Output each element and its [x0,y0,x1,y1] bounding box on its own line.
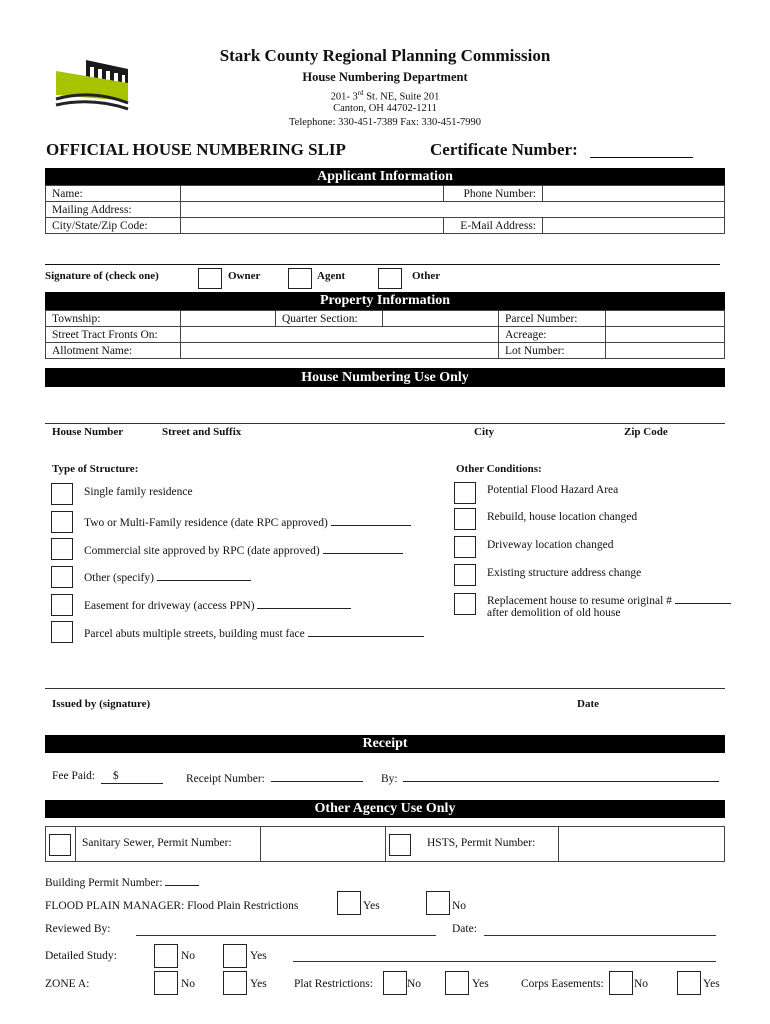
address-line-2: Canton, OH 44702-1211 [333,103,437,114]
col-house-number: House Number [52,426,124,438]
owner-checkbox[interactable] [198,268,222,289]
name-label: Name: [46,186,181,202]
corps-yes-label: Yes [703,978,720,990]
acreage-field[interactable] [606,327,725,343]
lot-field[interactable] [606,343,725,359]
phone-label: Phone Number: [444,186,543,202]
building-permit-line[interactable] [165,875,199,886]
corps-yes-checkbox[interactable] [677,971,701,995]
township-field[interactable] [181,311,276,327]
property-table [45,310,725,359]
phone-field[interactable] [543,186,725,202]
reviewed-date-line[interactable] [484,935,716,936]
col-street: Street and Suffix [162,426,242,438]
mailing-field[interactable] [181,202,725,218]
flood-plain-label: FLOOD PLAIN MANAGER: Flood Plain Restrictions [45,900,299,912]
applicant-table [45,185,725,234]
structure-easement: Easement for driveway (access PPN) [84,598,351,613]
agent-checkbox[interactable] [288,268,312,289]
allotment-field[interactable] [181,343,499,359]
agency-heading: Other Agency Use Only [45,800,725,818]
plat-yes-checkbox[interactable] [445,971,469,995]
signature-line[interactable] [45,264,720,265]
receipt-number: Receipt Number: [186,771,363,786]
easement-ppn-line[interactable] [257,598,351,609]
flood-no-label: No [452,900,467,912]
dept-title: House Numbering Department [302,70,468,84]
plat-no-label: No [407,978,422,990]
structure-checkbox-easement[interactable] [51,594,73,616]
slip-title: OFFICIAL HOUSE NUMBERING SLIP [46,140,346,159]
issued-date-label: Date [577,698,599,710]
receipt-by-line[interactable] [403,771,719,782]
study-yes-checkbox[interactable] [223,944,247,968]
condition-flood: Potential Flood Hazard Area [487,484,619,496]
zone-yes-checkbox[interactable] [223,971,247,995]
sewer-label: Sanitary Sewer, Permit Number: [82,837,232,849]
receipt-heading: Receipt [45,735,725,753]
abuts-face-line[interactable] [308,626,424,637]
condition-existing: Existing structure address change [487,567,642,579]
email-field[interactable] [543,218,725,234]
owner-label: Owner [228,270,261,282]
condition-checkbox-rebuild[interactable] [454,508,476,530]
email-label: E-Mail Address: [444,218,543,234]
structure-multi: Two or Multi-Family residence (date RPC approved) [84,515,411,530]
other-label: Other [412,270,441,282]
signature-label: Signature of (check one) [45,270,159,282]
condition-checkbox-existing[interactable] [454,564,476,586]
conditions-heading: Other Conditions: [456,463,542,475]
zone-no-label: No [181,978,196,990]
fee-paid: Fee Paid: $ [52,771,163,784]
multi-date-line[interactable] [331,515,411,526]
structure-single: Single family residence [84,486,193,498]
condition-replacement: Replacement house to resume original # [487,593,731,608]
applicant-heading: Applicant Information [45,168,725,185]
corps-no-label: No [634,978,649,990]
flood-yes-checkbox[interactable] [337,891,361,915]
flood-no-checkbox[interactable] [426,891,450,915]
plat-no-checkbox[interactable] [383,971,407,995]
plat-yes-label: Yes [472,978,489,990]
condition-checkbox-flood[interactable] [454,482,476,504]
org-title: Stark County Regional Planning Commission [219,46,551,65]
zone-a-label: ZONE A: [45,978,90,990]
phone-fax: Telephone: 330-451-7389 Fax: 330-451-7990 [288,117,482,128]
commercial-date-line[interactable] [323,543,403,554]
issued-by-label: Issued by (signature) [52,698,151,710]
structure-checkbox-multi[interactable] [51,511,73,533]
receipt-number-line[interactable] [271,771,363,782]
issued-signature-line[interactable] [45,688,725,689]
reviewed-by-label: Reviewed By: [45,923,111,935]
study-notes-line[interactable] [293,961,716,962]
structure-checkbox-other[interactable] [51,566,73,588]
other-checkbox[interactable] [378,268,402,289]
col-city: City [474,426,495,438]
name-field[interactable] [181,186,444,202]
address-line[interactable] [45,423,725,424]
corps-label: Corps Easements: [521,978,604,990]
mailing-label: Mailing Address: [46,202,181,218]
structure-checkbox-commercial[interactable] [51,538,73,560]
study-yes-label: Yes [250,950,267,962]
fee-field[interactable]: $ [101,771,163,784]
building-permit: Building Permit Number: [45,875,199,890]
township-label: Township: [46,311,181,327]
zone-no-checkbox[interactable] [154,971,178,995]
condition-driveway: Driveway location changed [487,539,614,551]
study-no-label: No [181,950,196,962]
zone-yes-label: Yes [250,978,267,990]
other-specify-line[interactable] [157,570,251,581]
flood-yes-label: Yes [363,900,380,912]
quarter-label: Quarter Section: [276,311,383,327]
original-number-line[interactable] [675,593,731,604]
receipt-by: By: [381,771,719,786]
permit-divider-1 [75,826,76,862]
structure-checkbox-single[interactable] [51,483,73,505]
structure-other: Other (specify) [84,570,251,585]
structure-checkbox-abuts[interactable] [51,621,73,643]
sewer-checkbox[interactable] [49,834,71,856]
structure-abuts: Parcel abuts multiple streets, building must face [84,626,424,641]
street-field[interactable] [181,327,499,343]
lot-label: Lot Number: [499,343,606,359]
condition-rebuild: Rebuild, house location changed [487,511,638,523]
certificate-label: Certificate Number: [430,140,578,159]
study-no-checkbox[interactable] [154,944,178,968]
hsts-checkbox[interactable] [389,834,411,856]
reviewed-by-line[interactable] [136,935,436,936]
condition-replacement-2: after demolition of old house [487,607,621,619]
csz-label: City/State/Zip Code: [46,218,181,234]
plat-label: Plat Restrictions: [294,978,373,990]
address-line-1: 201- 3rd St. NE, Suite 201 [330,89,440,103]
house-numbering-heading: House Numbering Use Only [45,368,725,387]
acreage-label: Acreage: [499,327,606,343]
csz-field[interactable] [181,218,444,234]
detailed-study-label: Detailed Study: [45,950,117,962]
hsts-permit-field[interactable] [559,827,724,861]
agent-label: Agent [317,270,346,282]
condition-checkbox-replacement[interactable] [454,593,476,615]
parcel-label: Parcel Number: [499,311,606,327]
condition-checkbox-driveway[interactable] [454,536,476,558]
corps-no-checkbox[interactable] [609,971,633,995]
col-zip: Zip Code [624,426,668,438]
quarter-field[interactable] [383,311,499,327]
hsts-label: HSTS, Permit Number: [427,837,536,849]
allotment-label: Allotment Name: [46,343,181,359]
sewer-permit-field[interactable] [261,827,384,861]
permit-divider-3 [385,826,386,862]
structure-commercial: Commercial site approved by RPC (date approved) [84,543,403,558]
street-label: Street Tract Fronts On: [46,327,181,343]
structure-heading: Type of Structure: [52,463,139,475]
property-heading: Property Information [45,292,725,310]
certificate-number-line[interactable] [590,157,693,158]
parcel-field[interactable] [606,311,725,327]
reviewed-date-label: Date: [452,923,477,935]
